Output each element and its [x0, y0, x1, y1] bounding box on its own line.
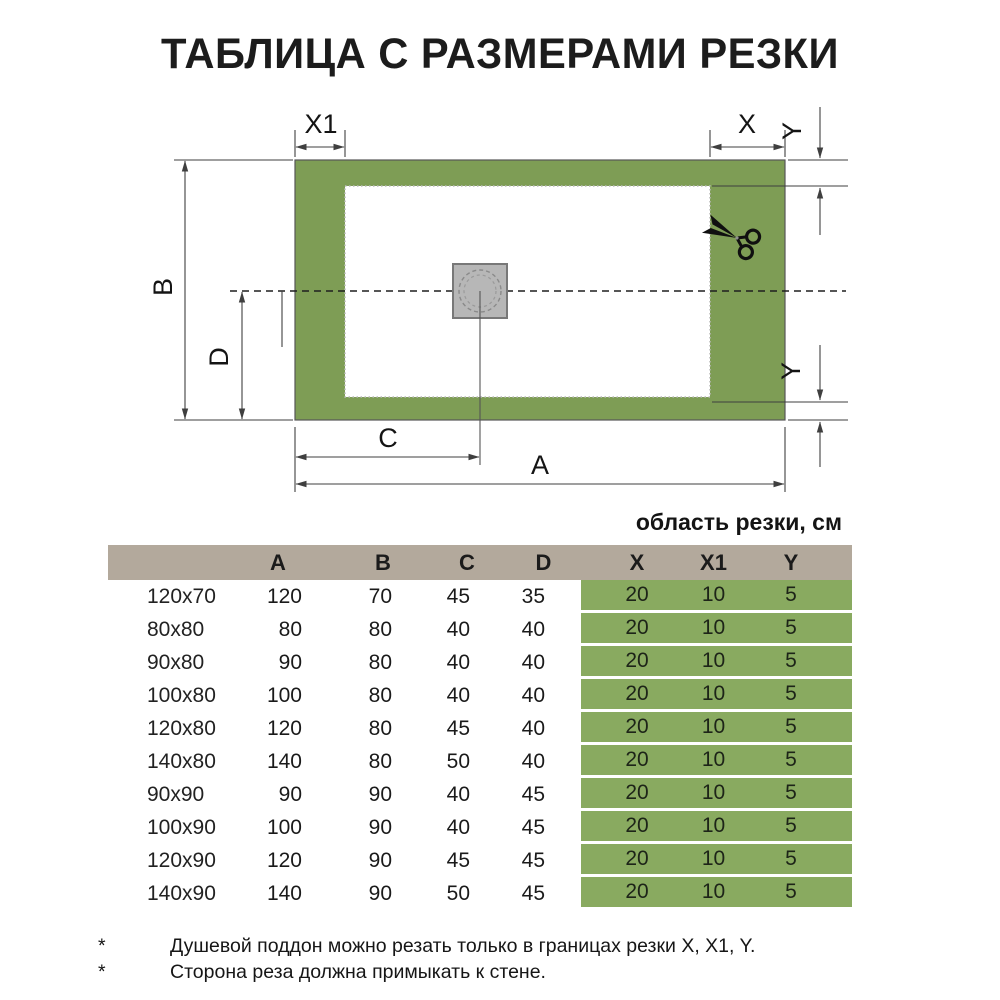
table-row-label: 120x70 [147, 584, 216, 608]
cutting-size-table [108, 545, 852, 910]
table-cell: 20 [581, 712, 683, 745]
table-row [108, 844, 852, 877]
table-cell: 80 [368, 617, 392, 641]
table-cell: 5 [758, 844, 852, 877]
dim-label-y-top: Y [777, 121, 807, 141]
table-row [108, 778, 852, 811]
table-cell: 40 [446, 650, 470, 674]
table-cell: 20 [581, 745, 683, 778]
table-cell: 40 [521, 683, 545, 707]
table-cell: 10 [683, 778, 758, 811]
table-header-x1: X1 [700, 549, 727, 575]
footnote-marker: * [98, 961, 106, 983]
table-row-label: 90x80 [147, 650, 205, 674]
table-row [108, 745, 852, 778]
table-cell: 120 [266, 584, 302, 608]
footnote-text: Душевой поддон можно резать только в границах резки X, X1, Y. [170, 935, 756, 957]
table-cell: 45 [521, 815, 545, 839]
table-cell: 80 [368, 650, 392, 674]
table-cell: 45 [521, 848, 545, 872]
table-cell: 5 [758, 778, 852, 811]
table-cell: 10 [683, 745, 758, 778]
table-header-d: D [535, 549, 552, 575]
table-cell: 50 [446, 749, 470, 773]
footnote-line [0, 933, 1000, 959]
table-cell: 40 [521, 650, 545, 674]
table-row-label: 140x90 [147, 881, 216, 905]
table-row-label: 120x90 [147, 848, 216, 872]
dim-label-c: C [378, 423, 398, 453]
table-cell: 20 [581, 646, 683, 679]
table-row-label: 100x90 [147, 815, 216, 839]
table-cell: 40 [446, 683, 470, 707]
table-subtitle: область резки, см [635, 509, 842, 535]
table-cell: 80 [368, 683, 392, 707]
table-cell: 120 [266, 716, 302, 740]
table-cell: 90 [368, 782, 392, 806]
table-cell: 20 [581, 844, 683, 877]
dim-label-x1: X1 [304, 109, 338, 139]
table-cell: 10 [683, 613, 758, 646]
table-cell: 40 [521, 617, 545, 641]
table-cell: 40 [521, 749, 545, 773]
table-row-label: 90x90 [147, 782, 205, 806]
table-cell: 40 [446, 617, 470, 641]
table-cell: 5 [758, 811, 852, 844]
table-row [108, 712, 852, 745]
table-row [108, 613, 852, 646]
table-cell: 35 [521, 584, 545, 608]
footnotes [0, 933, 1000, 985]
table-cell: 45 [446, 716, 470, 740]
table-cell: 5 [758, 679, 852, 712]
dim-label-b: B [148, 277, 178, 297]
table-cell: 90 [368, 881, 392, 905]
table-cell: 20 [581, 613, 683, 646]
table-cell: 5 [758, 745, 852, 778]
table-cell: 100 [266, 683, 302, 707]
table-cell: 20 [581, 679, 683, 712]
table-cell: 140 [266, 749, 302, 773]
dim-label-d: D [204, 347, 234, 367]
table-cell: 5 [758, 613, 852, 646]
dim-label-x: X [737, 109, 757, 139]
table-cell: 10 [683, 712, 758, 745]
table-row [108, 646, 852, 679]
table-row-label: 100x80 [147, 683, 216, 707]
table-cell: 10 [683, 580, 758, 613]
table-header-row [108, 545, 852, 580]
table-row-label: 80x80 [147, 617, 205, 641]
table-cell: 90 [278, 782, 302, 806]
table-cell: 45 [521, 881, 545, 905]
table-cell: 5 [758, 646, 852, 679]
dim-label-y-bottom: Y [776, 361, 806, 381]
table-cell: 10 [683, 811, 758, 844]
table-cell: 5 [758, 712, 852, 745]
table-cell: 5 [758, 877, 852, 910]
table-cell: 90 [368, 848, 392, 872]
table-cell: 50 [446, 881, 470, 905]
table-cell: 10 [683, 646, 758, 679]
table-cell: 100 [266, 815, 302, 839]
table-row [108, 580, 852, 613]
table-cell: 80 [368, 716, 392, 740]
table-cell: 40 [521, 716, 545, 740]
table-cell: 45 [446, 584, 470, 608]
dim-label-a: A [530, 450, 550, 480]
table-cell: 70 [368, 584, 392, 608]
table-cell: 45 [446, 848, 470, 872]
table-cell: 20 [581, 877, 683, 910]
table-cell: 10 [683, 679, 758, 712]
table-cell: 10 [683, 844, 758, 877]
dimension-d [242, 291, 282, 419]
table-row [108, 811, 852, 844]
table-cell: 10 [683, 877, 758, 910]
table-cell: 20 [581, 811, 683, 844]
table-row [108, 877, 852, 910]
table-cell: 80 [278, 617, 302, 641]
table-header-x: X [629, 549, 645, 575]
footnote-line [0, 959, 1000, 985]
table-cell: 90 [368, 815, 392, 839]
table-cell: 90 [278, 650, 302, 674]
table-row [108, 679, 852, 712]
dimension-b [174, 160, 293, 420]
table-cell: 20 [581, 778, 683, 811]
page-title: ТАБЛИЦА С РАЗМЕРАМИ РЕЗКИ [161, 30, 839, 78]
footnote-marker: * [98, 935, 106, 957]
table-cell: 5 [758, 580, 852, 613]
table-header-a: A [270, 549, 286, 575]
table-cell: 80 [368, 749, 392, 773]
table-header-c: C [459, 549, 475, 575]
table-cell: 40 [446, 782, 470, 806]
table-header-b: B [375, 549, 391, 575]
table-row-label: 140x80 [147, 749, 216, 773]
table-cell: 20 [581, 580, 683, 613]
table-cell: 40 [446, 815, 470, 839]
cutting-diagram [0, 95, 1000, 495]
footnote-text: Сторона реза должна примыкать к стене. [170, 961, 546, 983]
table-header-y: Y [783, 549, 799, 575]
table-row-label: 120x80 [147, 716, 216, 740]
table-cell: 120 [266, 848, 302, 872]
table-cell: 140 [266, 881, 302, 905]
table-cell: 45 [521, 782, 545, 806]
